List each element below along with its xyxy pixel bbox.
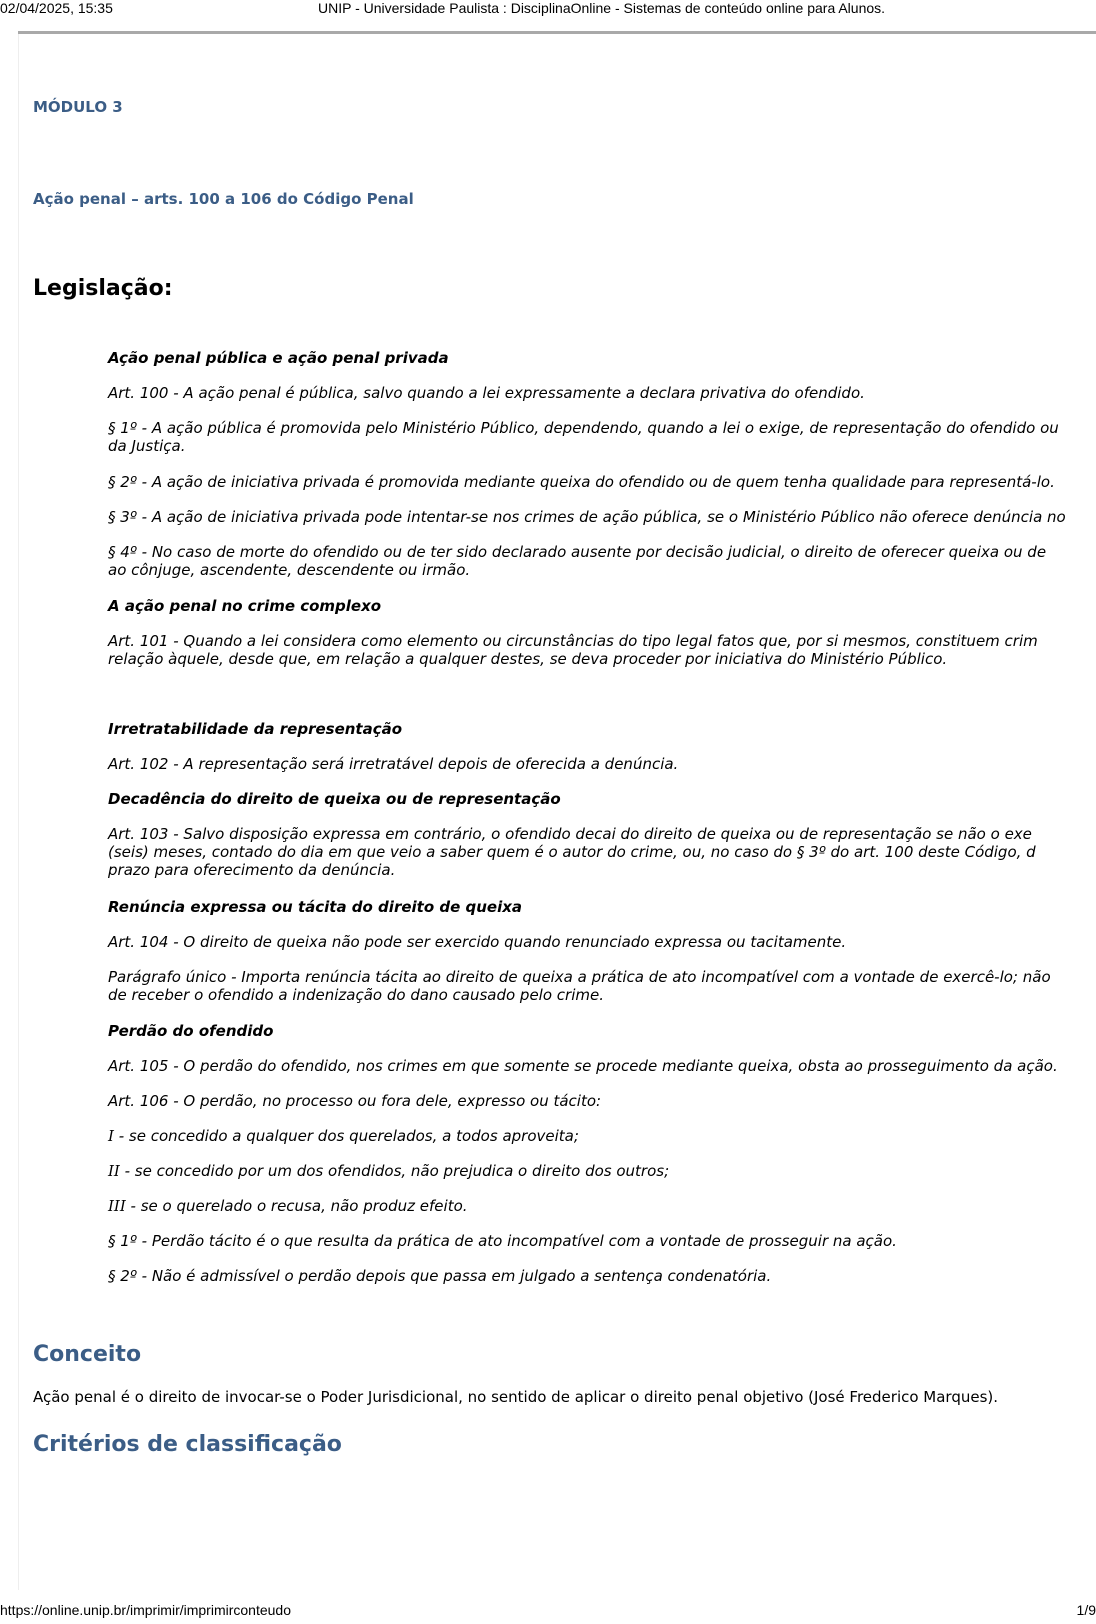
law-paragraph: da Justiça.	[108, 437, 186, 455]
law-section-heading: Renúncia expressa ou tácita do direito de queixa	[108, 898, 523, 916]
item-text: - se concedido a qualquer dos querelados, a todos aproveita;	[113, 1127, 579, 1145]
law-section-heading: Perdão do ofendido	[108, 1022, 274, 1040]
criterios-heading: Critérios de classificação	[33, 1432, 342, 1457]
law-paragraph: Parágrafo único - Importa renúncia tácita ao direito de queixa a prática de ato incompatível com a vontade de exercê-lo; não	[108, 968, 1051, 986]
law-article: Art. 106 - O perdão, no processo ou fora dele, expresso ou tácito:	[108, 1092, 602, 1110]
law-article: relação àquele, desde que, em relação a qualquer destes, se deva proceder por iniciativa do Ministério Público.	[108, 650, 948, 668]
topic-label: Ação penal – arts. 100 a 106 do Código Penal	[33, 190, 414, 208]
item-number: II	[108, 1162, 120, 1180]
item-number: I	[108, 1127, 114, 1145]
conceito-text: Ação penal é o direito de invocar-se o Poder Jurisdicional, no sentido de aplicar o direito penal objetivo (José Frederico Marques).	[33, 1388, 999, 1406]
law-section-heading: Ação penal pública e ação penal privada	[108, 349, 449, 367]
item-text: - se o querelado o recusa, não produz efeito.	[125, 1197, 468, 1215]
law-paragraph: § 1º - Perdão tácito é o que resulta da prática de ato incompatível com a vontade de prosseguir na ação.	[108, 1232, 897, 1250]
law-paragraph: ao cônjuge, ascendente, descendente ou irmão.	[108, 561, 471, 579]
law-paragraph: § 2º - Não é admissível o perdão depois que passa em julgado a sentença condenatória.	[108, 1267, 772, 1285]
law-paragraph: § 2º - A ação de iniciativa privada é promovida mediante queixa do ofendido ou de quem tenha qualidade para representá-lo.	[108, 473, 1055, 491]
law-article: Art. 105 - O perdão do ofendido, nos crimes em que somente se procede mediante queixa, obsta ao prosseguimento da ação.	[108, 1057, 1058, 1075]
law-article: (seis) meses, contado do dia em que veio a saber quem é o autor do crime, ou, no caso do § 3º do art. 100 deste Código, d	[108, 843, 1036, 861]
law-article: Art. 101 - Quando a lei considera como elemento ou circunstâncias do tipo legal fatos que, por si mesmos, constituem crim	[108, 632, 1038, 650]
law-paragraph: § 3º - A ação de iniciativa privada pode intentar-se nos crimes de ação pública, se o Ministério Público não oferece denúncia no	[108, 508, 1066, 526]
law-article: Art. 102 - A representação será irretratável depois de oferecida a denúncia.	[108, 755, 679, 773]
law-section-heading: A ação penal no crime complexo	[108, 597, 382, 615]
conceito-heading: Conceito	[33, 1342, 142, 1367]
law-item	[108, 1197, 1096, 1215]
module-label: MÓDULO 3	[33, 98, 123, 116]
law-article: Art. 103 - Salvo disposição expressa em contrário, o ofendido decai do direito de queixa ou de representação se não o exe	[108, 825, 1032, 843]
left-border	[18, 34, 19, 1590]
legislation-heading: Legislação:	[33, 276, 173, 301]
print-header	[0, 0, 1096, 18]
law-article: Art. 100 - A ação penal é pública, salvo quando a lei expressamente a declara privativa do ofendido.	[108, 384, 865, 402]
print-datetime: 02/04/2025, 15:35	[0, 0, 113, 16]
law-paragraph: § 4º - No caso de morte do ofendido ou de ter sido declarado ausente por decisão judicial, o direito de oferecer queixa ou de	[108, 543, 1047, 561]
print-footer	[0, 1602, 1096, 1620]
print-page-title: UNIP - Universidade Paulista : DisciplinaOnline - Sistemas de conteúdo online para Alunos.	[318, 0, 886, 16]
law-article: prazo para oferecimento da denúncia.	[108, 861, 396, 879]
content-area	[33, 34, 1096, 1590]
item-number: III	[108, 1197, 126, 1215]
law-article: Art. 104 - O direito de queixa não pode ser exercido quando renunciado expressa ou tacitamente.	[108, 933, 847, 951]
law-item	[108, 1162, 1096, 1180]
page-number: 1/9	[1076, 1602, 1096, 1618]
law-section-heading: Irretratabilidade da representação	[108, 720, 403, 738]
law-section-heading: Decadência do direito de queixa ou de representação	[108, 790, 561, 808]
law-item	[108, 1127, 1096, 1145]
law-paragraph: de receber o ofendido a indenização do dano causado pelo crime.	[108, 986, 604, 1004]
print-url: https://online.unip.br/imprimir/imprimirconteudo	[0, 1602, 291, 1618]
law-paragraph: § 1º - A ação pública é promovida pelo Ministério Público, dependendo, quando a lei o exige, de representação do ofendido ou	[108, 419, 1059, 437]
item-text: - se concedido por um dos ofendidos, não prejudica o direito dos outros;	[119, 1162, 670, 1180]
